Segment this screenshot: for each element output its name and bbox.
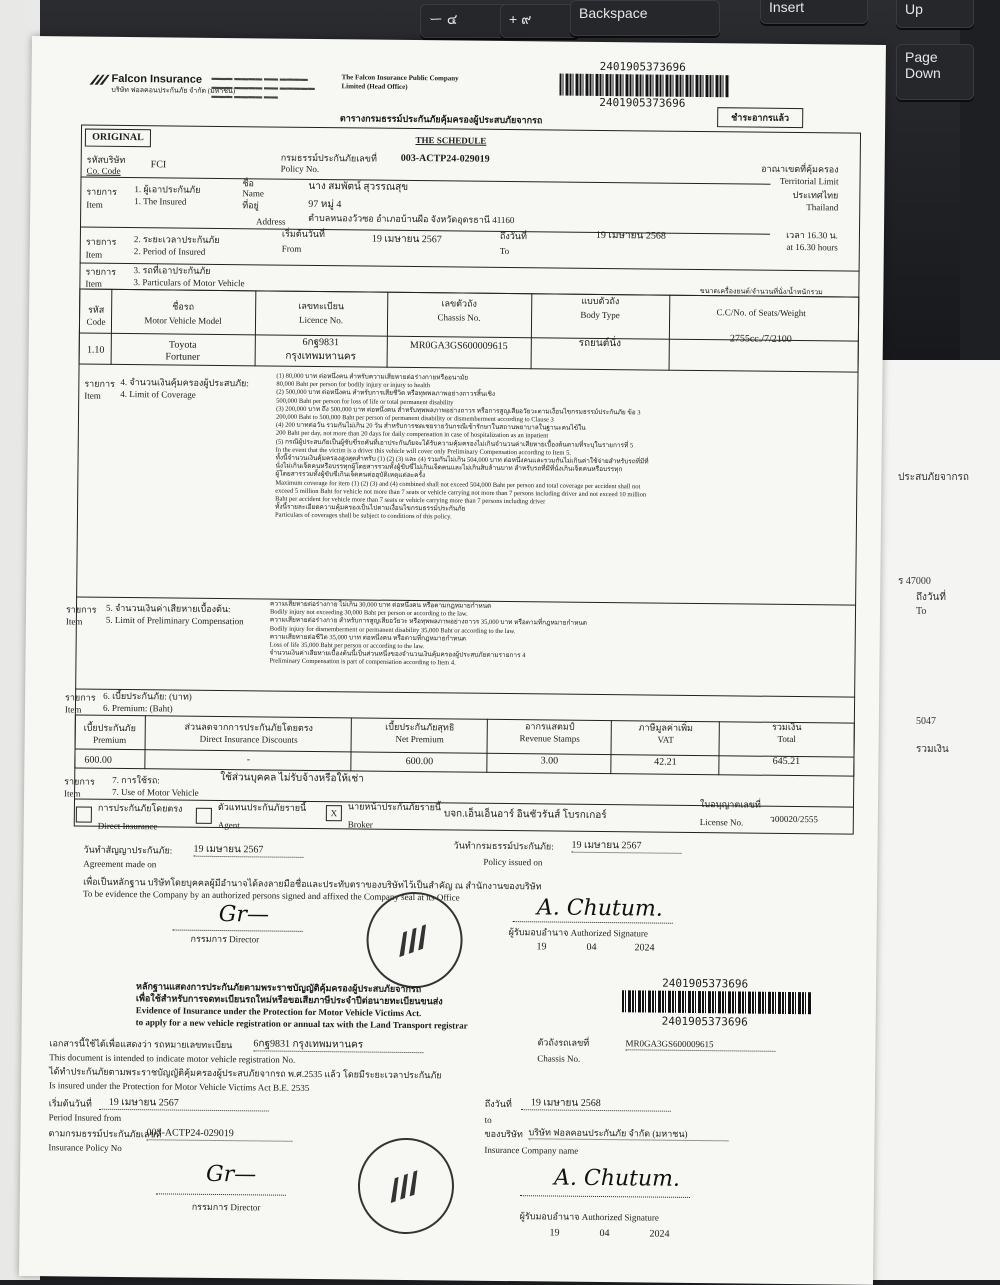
coverage-line: In the event that the victim is a driver this vehicle will cover only Preliminary Compensation according to Item 5. (275, 446, 572, 457)
evidence-title-th-2: เพื่อใช้สำหรับการจดทะเบียนรถใหม่หรือขอเสียภาษีประจำปีต่อนายทะเบียนขนส่ง (135, 993, 443, 1007)
company-name: Falcon Insurance (111, 72, 203, 86)
premium-label-en: 6. Premium: (Baht) (102, 702, 173, 714)
name-label-en: Name (242, 188, 264, 199)
item-label-en: Item (86, 199, 103, 210)
coverage-line: (5) กรณีผู้ประสบภัยเป็นผู้ขับขี่รถคันที่เอาประกันภัยจะได้รับความคุ้มครองไม่เกินจำนวนค่าเสียหายเบื้องต้นตามที่ระบุในรายการที่ 5 (275, 438, 634, 449)
evidence-title-en-1: Evidence of Insurance under the Protection for Motor Vehicle Victims Act. (135, 1005, 422, 1019)
coverage-line: ทั้งนี้รายละเอียดความคุ้มครองเป็นไปตามเงื่อนไขกรมธรรม์ประกันภัย (275, 503, 466, 513)
coverage-line: Baht per accident for vehicle more than 7 seats or vehicle carrying more than 7 persons including driver (275, 495, 546, 506)
ev-sig-day: 19 (549, 1227, 560, 1239)
evidence-text-th: เพื่อเป็นหลักฐาน บริษัทโดยบุคคลผู้มีอำนาจได้ลงลายมือชื่อและประทับตราของบริษัทไว้เป็นสำคัญ ณ สำนักงานของบริษัท (83, 876, 542, 892)
prem-col-net-en: Net Premium (395, 733, 444, 745)
agreement-label-en: Agreement made on (83, 858, 157, 870)
coverage-line: 200,000 Baht to 500,000 Baht per person of permanent disability or dismemberment according to Clause 3 (275, 413, 554, 424)
address-label-th: ที่อยู่ (242, 200, 259, 211)
prelim-line: Preliminary Compensation is part of compensation according to Item 4. (269, 657, 456, 667)
company-block-en: The Falcon Insurance Public Company Limited (Head Office) (341, 73, 459, 91)
from-label-th: เริ่มต้นวันที่ (281, 228, 325, 240)
prem-col-discount-en: Direct Insurance Discounts (199, 733, 298, 745)
coverage-line: ผู้โดยสารรวมทั้งผู้ขับขี่เกินเจ็ดคนต่ออุบัติเหตุแต่ละครั้ง (275, 471, 426, 480)
coverage-line: Particulars of coverages shall be subject to conditions of this policy. (274, 512, 452, 521)
prelim-label-en: 5. Limit of Preliminary Compensation (105, 614, 244, 627)
issued-label-en: Policy issued on (483, 856, 543, 868)
to-label-en: To (499, 245, 510, 257)
ev-authorized-signature: A. Chutum. (553, 1165, 681, 1192)
ev-to-value: 19 เมษายน 2568 (521, 1097, 671, 1112)
sig-day: 19 (536, 941, 547, 953)
chassis-value: MR0GA3GS600009615 (625, 1038, 775, 1052)
col-model-en: Motor Vehicle Model (144, 315, 222, 327)
evidence-text-en: To be evidence the Company by an authorized persons signed and affixed the Company seal at its Office (82, 888, 460, 903)
evidence-title-th-1: หลักฐานแสดงการประกันภัยตามพระราชบัญญัติคุ้มครองผู้ประสบภัยจากรถ (136, 981, 422, 995)
schedule-title-en: THE SCHEDULE (415, 135, 487, 146)
direct-insurance-checkbox (76, 807, 92, 823)
prelim-item-th: รายการ (65, 604, 97, 615)
period-item-en: Item (85, 249, 103, 260)
veh-cc: 2755cc./7/2100 (729, 333, 792, 345)
premium-value: 600.00 (84, 754, 112, 766)
company-name-th: บริษัท ฟอลคอนประกันภัย จำกัด (มหาชน) (111, 85, 236, 96)
prem-col-discount-th: ส่วนลดจากการประกันภัยโดยตรง (184, 721, 314, 733)
prem-col-stamp-th: อากรแสตมป์ (524, 721, 575, 732)
coverage-line: exceed 5 million Baht for vehicle not more than 7 seats or vehicle carrying not more than 7 persons including driver and not exceed 10 million (275, 487, 647, 499)
prelim-line: Bodily injury not exceeding 30,000 Baht per person or according to the law. (269, 608, 468, 618)
barcode-top (559, 74, 729, 98)
director-signature: Gr— (218, 902, 270, 928)
act-text-en: Is insured under the Protection for Motor Vehicle Victims Act B.E. 2535 (48, 1080, 310, 1093)
use-value: ใช้ส่วนบุคคล ไม่รับจ้างหรือให้เช่า (220, 772, 364, 785)
broker-label-th: นายหน้าประกันภัยรายนี้ (347, 801, 442, 813)
stamp-value: 3.00 (540, 755, 559, 767)
prelim-line: จำนวนเงินค่าเสียหายเบื้องต้นนี้เป็นส่วนหนึ่งของจำนวนเงินคุ้มครองผู้ประสบภัยตามรายการ 4 (269, 649, 526, 660)
veh-model-1: Toyota (168, 339, 197, 351)
director-label: กรรมการ Director (190, 933, 260, 945)
prelim-line: ความเสียหายต่อร่างกาย ไม่เกิน 30,000 บาท ต่อหนึ่งคน หรือตามกฎหมายกำหนด (270, 600, 492, 610)
head-office-address-th: ▬▬▬ ▬▬▬▬ ▬▬ ▬▬▬▬ ▬▬▬ ▬▬▬▬ ▬▬ ▬▬▬▬▬ ▬▬▬ ▬▬▬▬ ▬▬ (211, 73, 315, 101)
prelim-line: ความเสียหายต่อร่างกาย สำหรับการสูญเสียอวัยวะ หรือทุพพลภาพอย่างถาวร 35,000 บาท หรือตามที่กฎหมายกำหนด (269, 616, 588, 628)
ev-company-seal-icon (345, 1125, 467, 1247)
act-text-th: ได้ทำประกันภัยตามพระราชบัญญัติคุ้มครองผู้ประสบภัยจากรถ พ.ศ.2535 แล้ว โดยมีระยะเวลาประกันภัย (49, 1066, 442, 1081)
prem-col-vat-th: ภาษีมูลค่าเพิ่ม (638, 722, 694, 733)
territory-en: Thailand (806, 202, 839, 213)
vehicle-label-en: 3. Particulars of Motor Vehicle (133, 277, 245, 289)
insured-address-2: ตำบลหนองวัวซอ อำเภอบ้านผือ จังหวัดอุดรธานี 41160 (308, 212, 515, 226)
insured-address-1: 97 หมู่ 4 (308, 198, 342, 211)
to-label-th: ถึงวันที่ (499, 230, 527, 242)
policy-no-label-en: Policy No. (280, 163, 320, 175)
agent-label-en: Agent (217, 819, 240, 831)
co-code-label-th: รหัสบริษัท (86, 154, 126, 165)
prem-col-net-th: เบี้ยประกันภัยสุทธิ (385, 721, 455, 733)
limit-item-en: Item (84, 390, 101, 401)
coverage-list (275, 373, 807, 526)
coverage-line: 500,000 Baht per person for loss of life or total permanent disability (276, 397, 454, 407)
ev-authorized-label: ผู้รับมอบอำนาจ Authorized Signature (519, 1211, 660, 1223)
prem-col-total-en: Total (777, 733, 796, 745)
broker-name: บจก.เอ็นเอ็นอาร์ อินชัวรันส์ โบรกเกอร์ (443, 808, 607, 822)
ev-policy-label-th: ตามกรมธรรม์ประกันภัยเลขที่ (48, 1128, 162, 1140)
col-cc-th: ขนาดเครื่องยนต์/จำนวนที่นั่ง/น้ำหนักรวม (699, 287, 823, 297)
time-th: เวลา 16.30 น. (786, 229, 839, 241)
prem-col-stamp-en: Revenue Stamps (519, 733, 580, 744)
key-plus: + ๙ (500, 4, 580, 38)
schedule-title-th: ตารางกรมธรรม์ประกันภัยคุ้มครองผู้ประสบภัยจากรถ (339, 113, 543, 126)
insurance-document (19, 36, 886, 1285)
paid-stamp-box: ชำระอากรแล้ว (717, 107, 803, 128)
issued-date: 19 เมษายน 2567 (571, 840, 681, 854)
ev-from-value: 19 เมษายน 2567 (99, 1097, 269, 1112)
barcode-number-bottom-2: 2401905373696 (661, 1014, 748, 1029)
coverage-line: (3) 200,000 บาท ถึง 500,000 บาท ต่อหนึ่งคน สำหรับทุพพลภาพอย่างถาวร หรือการสูญเสียอวัยวะตามเงื่อนไขกรมธรรม์ประกันภัย ข้อ 3 (276, 405, 641, 417)
period-item-th: รายการ (85, 236, 117, 247)
col-licence-th: เลขทะเบียน (298, 300, 345, 312)
premium-item-en: Item (64, 704, 82, 715)
barcode-number-top: 2401905373696 (599, 59, 686, 74)
address-label-en: Address (256, 216, 286, 227)
key-minus: ー ๔ (420, 4, 508, 38)
side-text-3: ถึงวันที่ (916, 592, 946, 603)
coverage-line: นั่งไม่เกินเจ็ดคนหรือบรรทุกผู้โดยสารรวมทั้งผู้ขับขี่ไม่เกินเจ็ดคนและไม่เกินสิบล้านบาท สำหรับรถที่มีที่นั่งเกินเจ็ดคนหรือบรรทุก (275, 462, 623, 474)
vehicle-label-th: 3. รถที่เอาประกันภัย (133, 265, 211, 276)
ev-from-label-th: เริ่มต้นวันที่ (48, 1098, 92, 1109)
premium-label-th: 6. เบี้ยประกันภัย: (บาท) (103, 690, 192, 702)
insured-label-th: 1. ผู้เอาประกันภัย (134, 184, 201, 195)
col-body-en: Body Type (580, 309, 620, 321)
veh-code: 1.10 (86, 344, 105, 356)
ev-policy-value: 003-ACTP24-029019 (146, 1127, 292, 1142)
territorial-label-en: Territorial Limit (779, 175, 839, 187)
sig-month: 04 (586, 941, 597, 953)
chassis-label-th: ตัวถังรถเลขที่ (537, 1037, 590, 1048)
col-code-en: Code (86, 316, 106, 327)
col-code-th: รหัส (87, 304, 105, 315)
prem-col-total-th: รวมเงิน (772, 721, 802, 733)
use-label-en: 7. Use of Motor Vehicle (112, 786, 199, 798)
vehicle-item-en: Item (85, 278, 102, 289)
ev-to-label-en: to (484, 1114, 492, 1125)
insured-name: นาง สมพัตน์ สุวรรณสุข (308, 180, 409, 193)
period-from-date: 19 เมษายน 2567 (371, 233, 442, 246)
period-label-th: 2. ระยะเวลาประกันภัย (133, 234, 220, 245)
prelim-line: Loss of life 35,000 Baht per person or according to the law. (269, 641, 425, 651)
ev-from-label-en: Period Insured from (48, 1112, 122, 1123)
broker-checkbox: X (326, 805, 342, 821)
limit-label-th: 4. จำนวนเงินคุ้มครองผู้ประสบภัย: (120, 376, 249, 389)
co-code-label-en: Co. Code (86, 165, 121, 176)
coverage-line: (1) 80,000 บาท ต่อหนึ่งคน สำหรับความเสียหายต่อร่างกายหรืออนามัย (276, 372, 469, 382)
policy-no-value: 003-ACTP24-029019 (400, 152, 490, 165)
authorized-label: ผู้รับมอบอำนาจ Authorized Signature (508, 927, 648, 939)
ev-policy-label-en: Insurance Policy No (48, 1142, 122, 1154)
coverage-line: Maximum coverage for item (1) (2) (3) and (4) combined shall not exceed 504,000 Baht per person and total coverage per accident shall not (275, 479, 641, 491)
license-no: ว00020/2555 (769, 813, 818, 825)
issued-label-th: วันทำกรมธรรม์ประกันภัย: (453, 840, 554, 852)
coverage-line: ทั้งนี้จำนวนเงินคุ้มครองสูงสุดสำหรับ (1) (2) (3) และ (4) รวมกันไม่เกิน 504,000 บาท ต่อหนึ่งคนและรวมกันไม่เกินค่าใช้จ่ายสำหรับรถที่มีที่ (275, 454, 649, 466)
prem-col-premium-en: Premium (93, 734, 127, 746)
veh-licence-1: 6กฐ9831 (302, 336, 340, 349)
territory-th: ประเทศไทย (792, 189, 839, 201)
prelim-item-en: Item (65, 616, 83, 627)
ev-company-label-th: ของบริษัท (484, 1128, 523, 1140)
col-body-th: แบบตัวถัง (581, 295, 620, 307)
evidence-title-en-2: to apply for a new vehicle registration or annual tax with the Land Transport registrar (135, 1017, 468, 1031)
side-text-5: 5047 (916, 716, 936, 727)
barcode-number-top-2: 2401905373696 (599, 95, 686, 110)
ev-director-signature: Gr— (205, 1161, 257, 1188)
side-text-4: To (916, 606, 927, 617)
ev-director-label: กรรมการ Director (191, 1201, 261, 1213)
veh-chassis: MR0GA3GS600009615 (409, 339, 508, 352)
direct-label-en: Direct Insurance (97, 820, 158, 832)
agreement-label-th: วันทำสัญญาประกันภัย: (83, 844, 173, 856)
ev-company-label-en: Insurance Company name (484, 1144, 579, 1156)
coverage-line: (2) 500,000 บาท ต่อหนึ่งคน สำหรับการเสียชีวิต หรือทุพพลภาพอย่างถาวรสิ้นเชิง (276, 388, 496, 399)
discount-value: - (246, 754, 251, 766)
period-label-en: 2. Period of Insured (133, 246, 206, 257)
use-item-th: รายการ (64, 776, 95, 787)
direct-label-th: การประกันภัยโดยตรง (97, 802, 183, 814)
vat-value: 42.21 (654, 756, 677, 768)
period-to-date: 19 เมษายน 2568 (595, 229, 666, 242)
reg-value: 6กฐ9831 กรุงเทพมหานคร (253, 1038, 423, 1053)
prelim-line: Bodily injury for dismemberment or permanent disability 35,000 Baht or according to the law. (269, 625, 516, 635)
key-pagedown: Page Down (896, 44, 974, 100)
time-en: at 16.30 hours (786, 241, 838, 253)
agent-checkbox (196, 808, 212, 824)
side-text-2: ร 47000 (898, 576, 931, 587)
from-label-en: From (281, 243, 302, 254)
veh-body: รถยนต์นั่ง (578, 337, 622, 350)
falcon-logo-icon (89, 73, 111, 92)
ev-company-value: บริษัท ฟอลคอนประกันภัย จำกัด (มหาชน) (528, 1127, 728, 1141)
prelim-list (269, 601, 810, 672)
total-value: 645.21 (772, 755, 801, 768)
side-text-1: ประสบภัยจากรถ (898, 472, 969, 483)
ev-sig-month: 04 (599, 1228, 610, 1240)
item-label-th: รายการ (86, 186, 117, 197)
agreement-date: 19 เมษายน 2567 (193, 844, 303, 858)
prelim-label-th: 5. จำนวนเงินค่าเสียหายเบื้องต้น: (105, 602, 231, 615)
barcode-number-bottom: 2401905373696 (662, 976, 749, 991)
license-label-en: License No. (699, 817, 744, 828)
policy-no-label-th: กรมธรรม์ประกันภัยเลขที่ (280, 152, 377, 164)
insured-label-en: 1. The Insured (134, 196, 187, 207)
premium-item-th: รายการ (65, 692, 96, 703)
prem-col-premium-th: เบี้ยประกันภัย (83, 722, 136, 734)
col-cc-en: C.C/No. of Seats/Weight (716, 307, 806, 319)
use-label-th: 7. การใช้รถ: (112, 774, 160, 786)
ev-sig-year: 2024 (649, 1228, 670, 1240)
ev-to-label-th: ถึงวันที่ (484, 1098, 512, 1110)
col-chassis-en: Chassis No. (437, 312, 481, 323)
broker-label-en: Broker (347, 819, 373, 830)
col-licence-en: Licence No. (298, 314, 344, 326)
veh-model-2: Fortuner (165, 351, 200, 363)
chassis-label-en: Chassis No. (537, 1053, 581, 1064)
net-premium-value: 600.00 (405, 755, 434, 768)
sig-year: 2024 (634, 942, 655, 954)
limit-item-th: รายการ (84, 378, 115, 389)
col-model-th: ชื่อรถ (172, 301, 195, 312)
reg-label-th: เอกสารนี้ใช้ได้เพื่อแสดงว่า รถหมายเลขทะเบียน (49, 1038, 233, 1051)
original-label: ORIGINAL (85, 129, 151, 148)
use-item-en: Item (64, 788, 81, 799)
col-chassis-th: เลขตัวถัง (441, 298, 478, 309)
vehicle-item-th: รายการ (85, 266, 117, 277)
key-backspace: Backspace (570, 0, 720, 36)
coverage-line: (4) 200 บาทต่อวัน รวมกันไม่เกิน 20 วัน สำหรับการชดเชยรายวันกรณีเข้ารักษาในสถานพยาบาลในฐานะคนไข้ใน (275, 421, 586, 433)
limit-label-en: 4. Limit of Coverage (120, 388, 196, 400)
key-insert: Insert (760, 0, 868, 24)
key-up: Up (896, 0, 974, 28)
co-code-value: FCI (150, 159, 167, 171)
agent-label-th: ตัวแทนประกันภัยรายนี้ (217, 801, 307, 813)
license-label-th: ใบอนุญาตเลขที่ (699, 799, 761, 810)
prem-col-vat-en: VAT (657, 734, 674, 745)
barcode-bottom (622, 990, 812, 1014)
name-label-th: ชื่อ (242, 178, 255, 189)
veh-licence-2: กรุงเทพมหานคร (285, 350, 357, 363)
territorial-label-th: อาณาเขตที่คุ้มครอง (761, 163, 839, 175)
coverage-line: 200 Baht per day, not more than 20 days for daily compensation in case of hospitalization as an inpatient (275, 429, 549, 440)
reg-label-en: This document is intended to indicate motor vehicle registration No. (49, 1052, 296, 1065)
side-text-6: รวมเงิน (916, 744, 949, 755)
coverage-line: 80,000 Baht per person for bodily injury or injury to health (276, 380, 431, 390)
prelim-line: ความเสียหายต่อชีวิต 35,000 บาท ต่อหนึ่งคน หรือตามที่กฎหมายกำหนด (269, 633, 467, 643)
authorized-signature: A. Chutum. (536, 895, 663, 922)
